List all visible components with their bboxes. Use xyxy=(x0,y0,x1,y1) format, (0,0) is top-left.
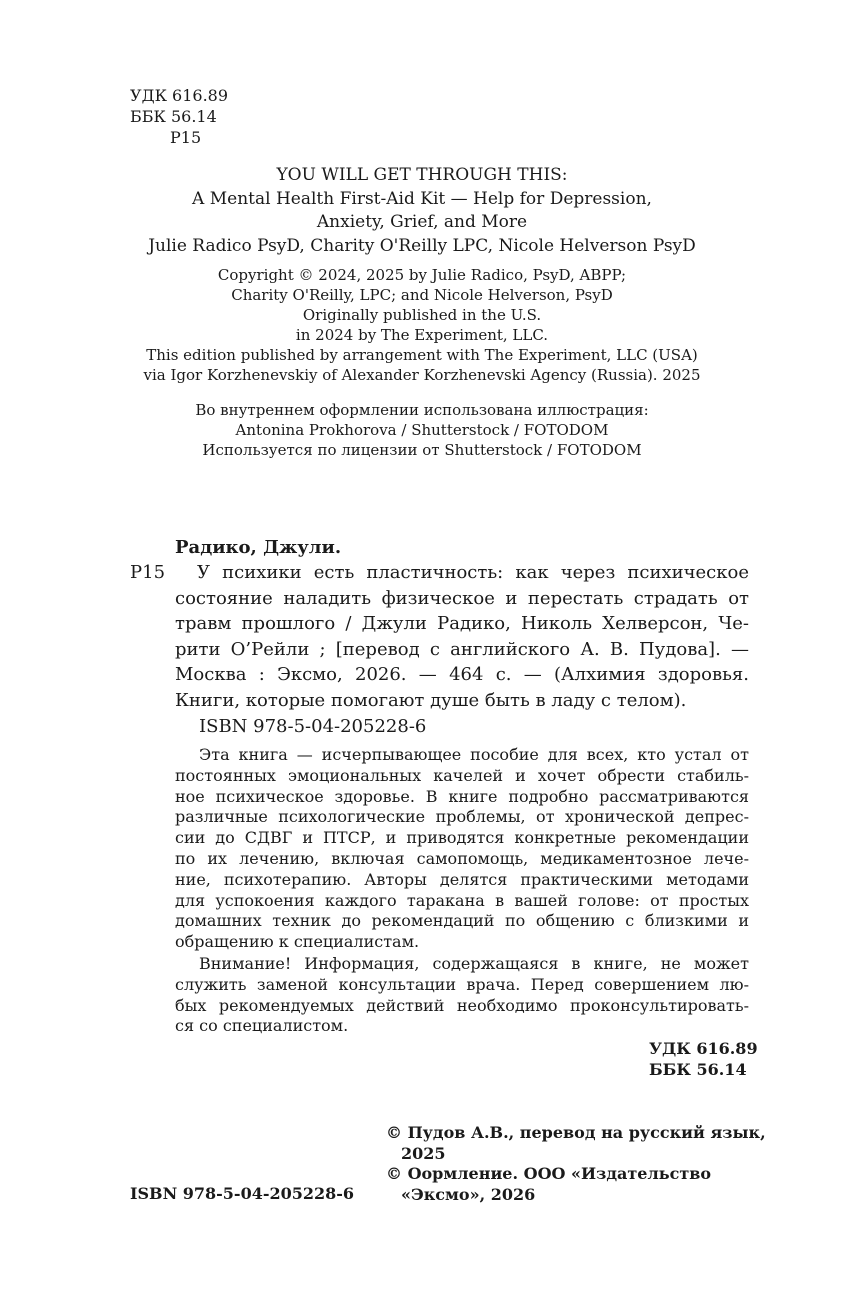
original-authors-line: Julie Radico PsyD, Charity O'Reilly LPC, Nicole Helverson PsyD xyxy=(148,235,696,256)
bbk-bold: ББК 56.14 xyxy=(649,1060,747,1079)
description-line: состояние наладить физическое и перестать страдать от xyxy=(175,587,749,609)
catalog-description xyxy=(175,560,749,713)
annotation-line: по их лечению, включая самопомощь, медикаментозное лече- xyxy=(175,848,749,868)
annotation xyxy=(175,745,749,953)
warning-line: бых рекомендуемых действий необходимо проконсультировать- xyxy=(175,995,749,1015)
original-title-line: Anxiety, Grief, and More xyxy=(316,212,528,232)
rights-line: Charity O'Reilly, LPC; and Nicole Helverson, PsyD xyxy=(231,286,613,304)
catalog-isbn: ISBN 978-5-04-205228-6 xyxy=(199,716,427,737)
warning xyxy=(175,954,749,1037)
annotation-line: сии до СДВГ и ПТСР, и приводятся конкретные рекомендации xyxy=(175,828,749,848)
original-title-block xyxy=(0,164,844,258)
copyright-line: «Эксмо», 2026 xyxy=(401,1184,536,1204)
annotation-line: домашних техник до рекомендаций по общению с близкими и xyxy=(175,911,749,931)
footer-isbn: ISBN 978-5-04-205228-6 xyxy=(130,1184,355,1203)
copyright-line: © Пудов А.В., перевод на русский язык, xyxy=(386,1123,766,1142)
catalog-mark: Р15 xyxy=(130,562,166,583)
udk-bold: УДК 616.89 xyxy=(649,1039,758,1058)
catalog-heading-author: Радико, Джули. xyxy=(175,537,342,558)
annotation-line: обращению к специалистам. xyxy=(175,932,420,952)
warning-line: служить заменой консультации врача. Перед совершением лю- xyxy=(175,974,749,994)
bbk-code: ББК 56.14 xyxy=(130,107,217,126)
original-title-line: YOU WILL GET THROUGH THIS: xyxy=(276,165,568,185)
author-mark: Р15 xyxy=(170,128,202,147)
udk-code: УДК 616.89 xyxy=(130,86,229,105)
annotation-line: для успокоения каждого таракана в вашей голове: от простых xyxy=(175,890,749,910)
original-title-line: A Mental Health First-Aid Kit — Help for Depression, xyxy=(192,188,652,209)
rights-line: Originally published in the U.S. xyxy=(302,306,542,324)
description-line: рити О’Рейли ; [перевод с английского А. В. Пудова]. — xyxy=(175,638,749,660)
description-line: травм прошлого / Джули Радико, Николь Хелверсон, Че- xyxy=(175,613,749,634)
annotation-line: ние, психотерапию. Авторы делятся практическими методами xyxy=(175,869,749,889)
copyright-line: 2025 xyxy=(401,1143,446,1163)
annotation-line: постоянных эмоциональных качелей и хочет обрести стабиль- xyxy=(175,765,749,785)
rights-line: Copyright © 2024, 2025 by Julie Radico, PsyD, ABPP; xyxy=(217,266,627,284)
annotation-line: Эта книга — исчерпывающее пособие для всех, кто устал от xyxy=(199,745,749,764)
description-line: Книги, которые помогают душе быть в ладу с телом). xyxy=(175,689,687,711)
copyright-line: © Оормление. ООО «Издательство xyxy=(386,1164,712,1183)
rights-line: This edition published by arrangement with The Experiment, LLC (USA) xyxy=(146,346,698,364)
illustration-credits xyxy=(0,400,844,460)
annotation-line: различные психологические проблемы, от хронической депрес- xyxy=(175,807,749,827)
illustration-line: Во внутреннем оформлении использована иллюстрация: xyxy=(195,401,649,419)
rights-line: in 2024 by The Experiment, LLC. xyxy=(295,326,549,344)
warning-line: Внимание! Информация, содержащаяся в книге, не может xyxy=(199,954,749,973)
description-line: У психики есть пластичность: как через психическое xyxy=(197,562,749,583)
description-line: Москва : Эксмо, 2026. — 464 с. — (Алхимия здоровья. xyxy=(175,664,749,685)
warning-line: ся со специалистом. xyxy=(175,1016,349,1036)
rights-block xyxy=(0,265,844,385)
copyright-block xyxy=(386,1123,766,1205)
illustration-line: Antonina Prokhorova / Shutterstock / FOTODOM xyxy=(235,421,609,439)
rights-line: via Igor Korzhenevskiy of Alexander Korzhenevski Agency (Russia). 2025 xyxy=(143,366,701,384)
illustration-line: Используется по лицензии от Shutterstock / FOTODOM xyxy=(202,441,642,459)
annotation-line: ное психическое здоровье. В книге подробно рассматриваются xyxy=(175,786,749,806)
